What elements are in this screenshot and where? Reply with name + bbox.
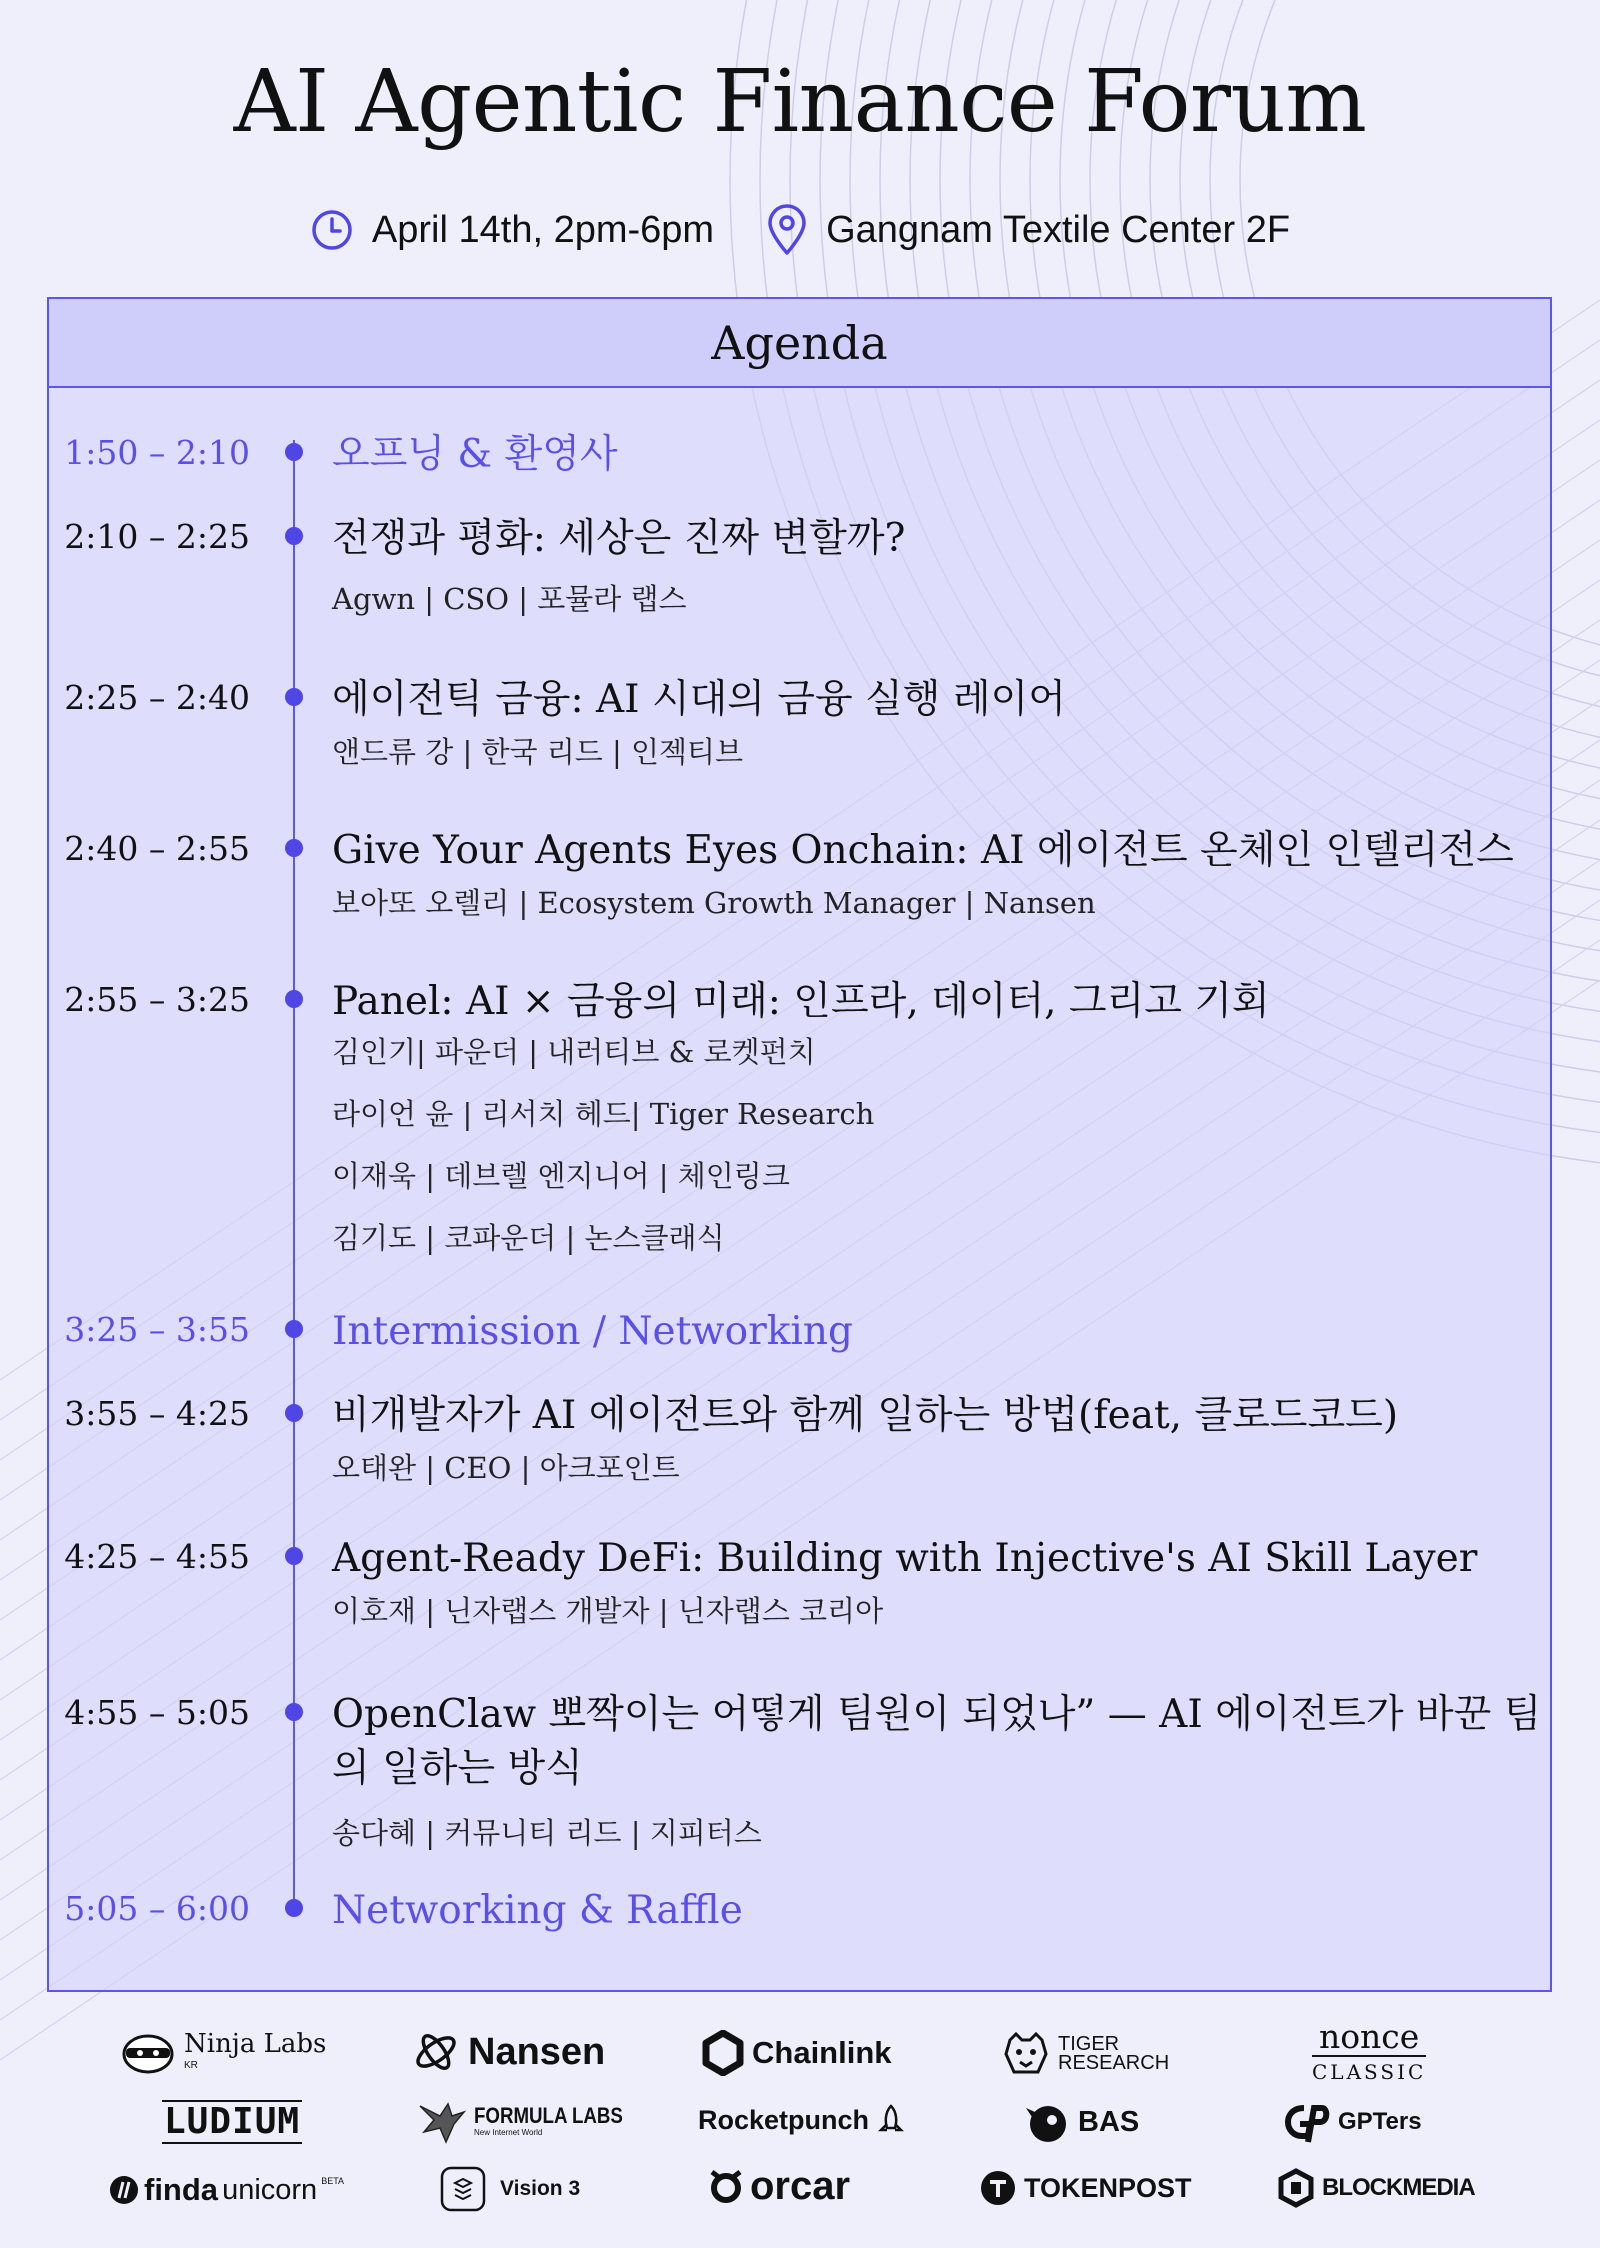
- agenda-time: 2:55 – 3:25: [64, 980, 250, 1019]
- logo-unicorn-text: unicorn: [222, 2173, 318, 2206]
- logo-nonce-classic: [1312, 2017, 1427, 2084]
- timeline-line: [293, 440, 295, 1910]
- blockmedia-hexagon-icon: [1278, 2168, 1314, 2208]
- logo-finda-beta: BETA: [321, 2176, 345, 2186]
- timeline-dot-icon: [285, 1404, 303, 1422]
- speaker-line: 이재욱 | 데브렐 엔지니어 | 체인링크: [332, 1159, 790, 1193]
- agenda-title: Agent-Ready DeFi: Building with Injective's AI Skill Layer: [332, 1536, 1478, 1581]
- tokenpost-mark-icon: [980, 2170, 1016, 2206]
- agenda-time: 2:10 – 2:25: [64, 517, 250, 556]
- logo-nansen-text: Nansen: [468, 2030, 606, 2073]
- event-date-text: April 14th, 2pm-6pm: [371, 208, 715, 251]
- nansen-mark-icon: [412, 2030, 460, 2074]
- vision3-box-icon: [440, 2166, 486, 2212]
- speaker-line: 앤드류 강 | 한국 리드 | 인젝티브: [332, 735, 744, 769]
- logo-tokenpost-text: TOKENPOST: [1024, 2172, 1192, 2203]
- logo-tiger-research: [1002, 2030, 1169, 2078]
- speaker-line: 라이언 윤 | 리서치 헤드| Tiger Research: [332, 1097, 875, 1131]
- logo-formula-sub: New Internet World: [474, 2128, 543, 2137]
- logo-ninja-labs-text: Ninja Labs: [184, 2029, 327, 2059]
- event-meta: [0, 200, 1600, 260]
- logo-ludium-text: LUDIUM: [164, 2101, 301, 2142]
- logo-chainlink-text: Chainlink: [752, 2035, 892, 2070]
- logo-tiger-line2: RESEARCH: [1058, 2052, 1170, 2074]
- logo-orcar: [706, 2166, 850, 2206]
- agenda-time: 2:40 – 2:55: [64, 829, 250, 868]
- gpters-mark-icon: [1282, 2100, 1330, 2144]
- ninja-mascot-icon: [120, 2028, 176, 2074]
- timeline-dot-icon: [285, 1320, 303, 1338]
- logo-blockmedia: [1278, 2168, 1475, 2208]
- location-pin-icon: [766, 204, 808, 256]
- event-title: AI Agentic Finance Forum: [233, 52, 1367, 152]
- speaker-line: 보아또 오렐리 | Ecosystem Growth Manager | Nansen: [332, 886, 1096, 920]
- agenda-title: Intermission / Networking: [332, 1309, 853, 1354]
- logo-gpters: [1282, 2100, 1422, 2144]
- chainlink-hexagon-icon: [702, 2030, 744, 2076]
- agenda-title: 에이전틱 금융: AI 시대의 금융 실행 레이어: [332, 677, 1066, 722]
- timeline-dot-icon: [285, 688, 303, 706]
- agenda-title: Panel: AI × 금융의 미래: 인프라, 데이터, 그리고 기회: [332, 979, 1270, 1024]
- logo-ludium: [162, 2100, 302, 2144]
- eagle-icon: [418, 2098, 466, 2144]
- logo-orcar-text: orcar: [750, 2164, 851, 2208]
- logo-ninja-labs-sub: KR: [184, 2060, 198, 2071]
- timeline-dot-icon: [285, 839, 303, 857]
- logo-chainlink: [702, 2030, 892, 2076]
- logo-rocketpunch-text: Rocketpunch: [698, 2104, 870, 2135]
- logo-vision3: [440, 2166, 580, 2212]
- logo-finda-text: finda: [144, 2172, 219, 2207]
- speaker-line: Agwn | CSO | 포뮬라 랩스: [332, 582, 687, 616]
- agenda-title: 전쟁과 평화: 세상은 진짜 변할까?: [332, 516, 906, 561]
- agenda-heading: Agenda: [49, 299, 1550, 388]
- agenda-time: 3:25 – 3:55: [64, 1310, 250, 1349]
- logo-formula-text: FORMULA LABS: [474, 2103, 623, 2128]
- finda-mark-icon: [108, 2174, 140, 2206]
- speaker-line: 송다혜 | 커뮤니티 리드 | 지피터스: [332, 1816, 762, 1850]
- rocket-icon: [877, 2104, 905, 2136]
- logo-tiger-line1: TIGER: [1058, 2033, 1120, 2055]
- agenda-time: 3:55 – 4:25: [64, 1394, 250, 1433]
- sponsor-logos: [0, 2010, 1600, 2240]
- agenda-time: 2:25 – 2:40: [64, 678, 250, 717]
- logo-bas: [1022, 2100, 1139, 2144]
- speaker-line: 김인기| 파운더 | 내러티브 & 로켓펀치: [332, 1035, 816, 1069]
- speaker-line: 김기도 | 코파운더 | 논스클래식: [332, 1221, 725, 1255]
- agenda-title: Networking & Raffle: [332, 1888, 743, 1933]
- speaker-line: 오태완 | CEO | 아크포인트: [332, 1451, 680, 1485]
- logo-ninja-labs: [120, 2028, 326, 2074]
- timeline-dot-icon: [285, 527, 303, 545]
- logo-nonce-line2: CLASSIC: [1312, 2055, 1426, 2084]
- agenda-time: 1:50 – 2:10: [64, 433, 250, 472]
- agenda-time: 5:05 – 6:00: [64, 1889, 250, 1928]
- timeline-dot-icon: [285, 1547, 303, 1565]
- speaker-line: 이호재 | 닌자랩스 개발자 | 닌자랩스 코리아: [332, 1594, 884, 1628]
- logo-rocketpunch: [698, 2104, 905, 2136]
- logo-bas-text: BAS: [1078, 2105, 1140, 2138]
- bas-mark-icon: [1022, 2100, 1070, 2144]
- logo-finda-unicorn: [108, 2172, 344, 2208]
- orcar-mark-icon: [706, 2166, 746, 2206]
- logo-nonce-line1: nonce: [1318, 2017, 1420, 2056]
- tiger-head-icon: [1002, 2030, 1050, 2078]
- agenda-title: 비개발자가 AI 에이전트와 함께 일하는 방법(feat, 클로드코드): [332, 1393, 1399, 1438]
- logo-vision3-text: Vision 3: [500, 2177, 581, 2200]
- timeline-dot-icon: [285, 1703, 303, 1721]
- logo-tokenpost: [980, 2170, 1192, 2206]
- logo-gpters-text: GPTers: [1338, 2108, 1422, 2135]
- agenda-title: Give Your Agents Eyes Onchain: AI 에이전트 온체인 인텔리전스: [332, 828, 1514, 873]
- timeline-dot-icon: [285, 443, 303, 461]
- timeline-dot-icon: [285, 990, 303, 1008]
- logo-formula-labs: [418, 2098, 649, 2144]
- clock-icon: [310, 208, 354, 252]
- event-location: [766, 204, 1290, 256]
- logo-blockmedia-text: BLOCKMEDIA: [1322, 2174, 1475, 2201]
- agenda-time: 4:25 – 4:55: [64, 1537, 250, 1576]
- timeline-dot-icon: [285, 1899, 303, 1917]
- agenda-time: 4:55 – 5:05: [64, 1693, 250, 1732]
- logo-nansen: [412, 2030, 605, 2074]
- event-date: [310, 208, 714, 252]
- agenda-title: OpenClaw 뽀짝이는 어떻게 팀원이 되었나” — AI 에이전트가 바꾼 팀의 일하는 방식: [332, 1692, 1542, 1791]
- agenda-title: 오프닝 & 환영사: [332, 432, 618, 477]
- event-location-text: Gangnam Textile Center 2F: [826, 208, 1291, 251]
